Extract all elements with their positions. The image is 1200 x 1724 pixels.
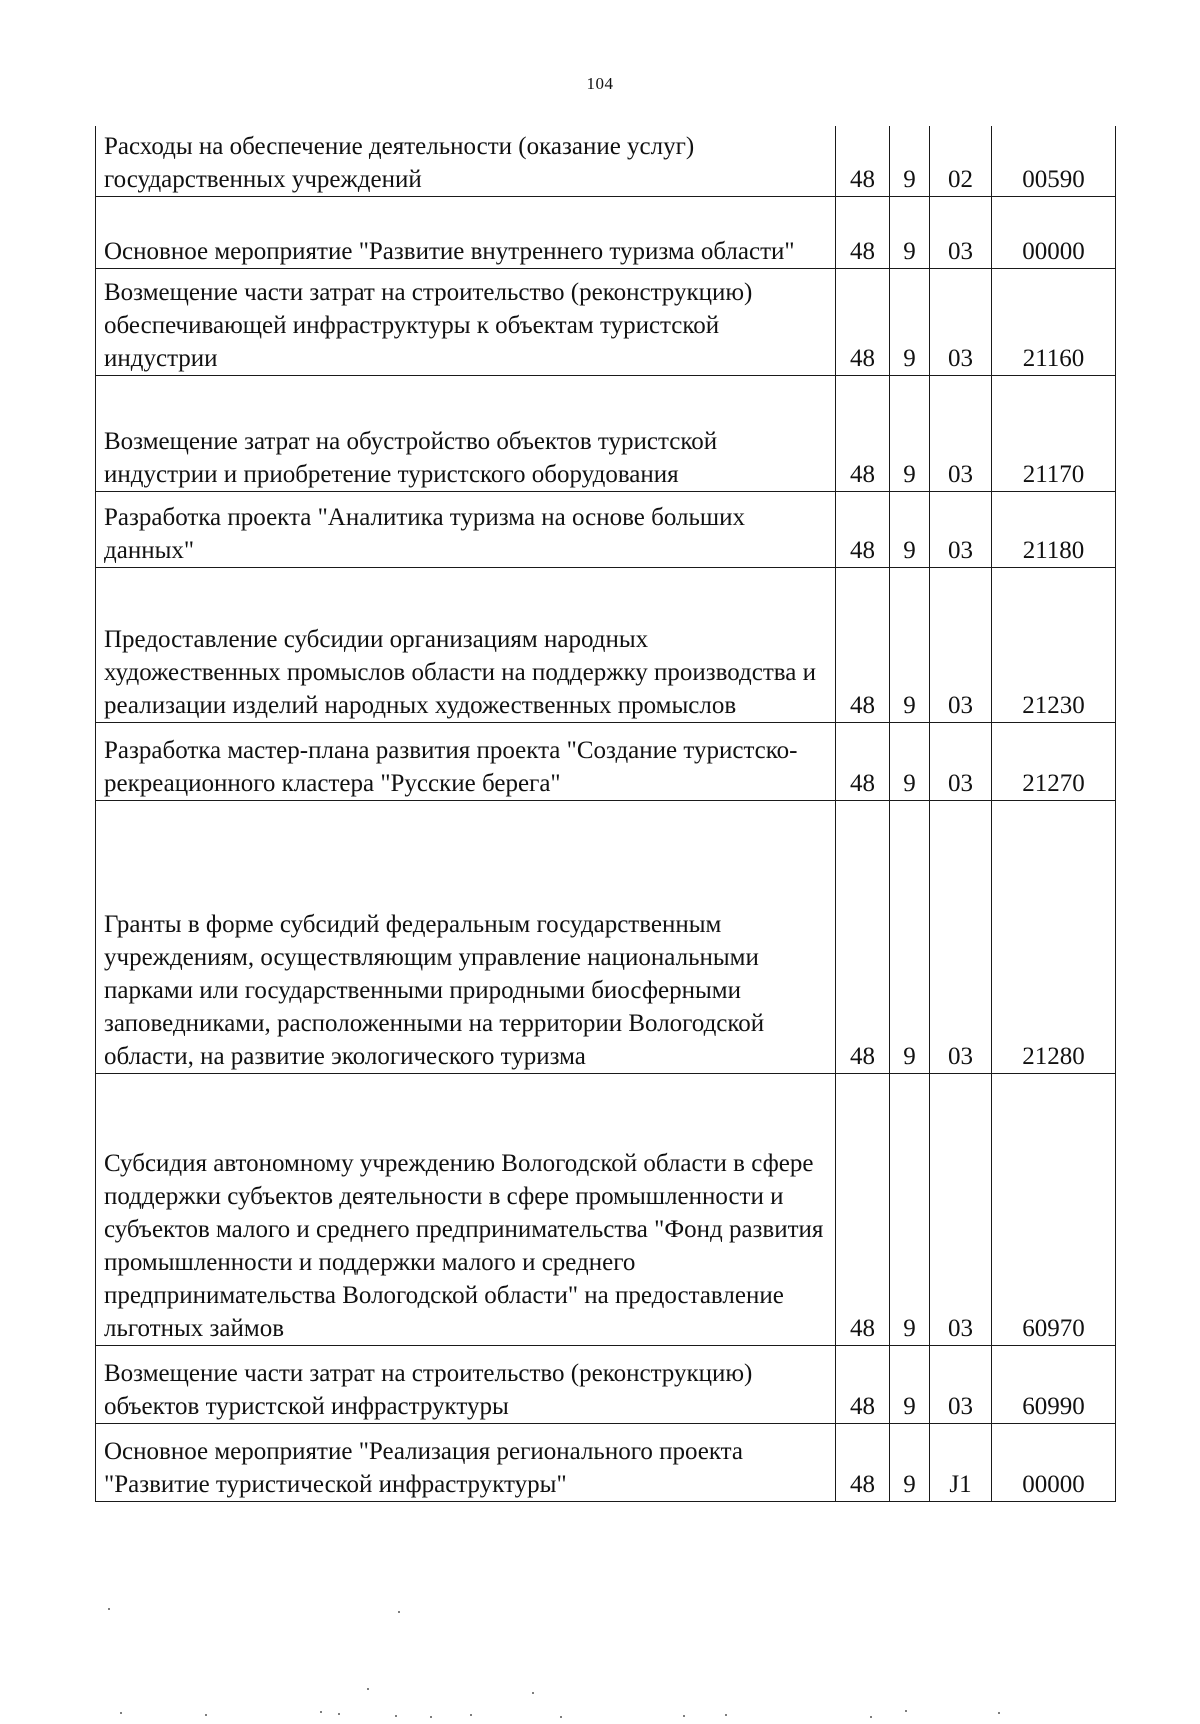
table-row: [96, 269, 1116, 376]
expense-name: Предоставление субсидии организациям народных художественных промыслов области на поддержку производства и реализации изделий народных художественных промыслов: [96, 568, 836, 723]
program-code: 9: [890, 1074, 930, 1346]
direction-code: 21270: [992, 723, 1116, 801]
table-row: [96, 197, 1116, 269]
budget-classification-table: [95, 126, 1116, 1502]
subprogram-code: 03: [930, 801, 992, 1074]
table-row: [96, 801, 1116, 1074]
ministry-code: 48: [836, 801, 890, 1074]
ministry-code: 48: [836, 1346, 890, 1424]
ministry-code: 48: [836, 1424, 890, 1502]
ministry-code: 48: [836, 269, 890, 376]
expense-name: Разработка проекта "Аналитика туризма на основе больших данных": [96, 492, 836, 568]
expense-name: Возмещение затрат на обустройство объектов туристской индустрии и приобретение туристского оборудования: [96, 376, 836, 492]
subprogram-code: 03: [930, 1074, 992, 1346]
table-row: [96, 1074, 1116, 1346]
ministry-code: 48: [836, 126, 890, 197]
subprogram-code: 03: [930, 723, 992, 801]
ministry-code: 48: [836, 376, 890, 492]
direction-code: 21180: [992, 492, 1116, 568]
expense-name: Субсидия автономному учреждению Вологодской области в сфере поддержки субъектов деятельности в сфере промышленности и субъектов малого и среднего предпринимательства "Фонд развития промышленности и поддержки малого и среднего предпринимательства Вологодской области" на предоставление льготных займов: [96, 1074, 836, 1346]
table-row: [96, 376, 1116, 492]
table-row: [96, 568, 1116, 723]
direction-code: 60970: [992, 1074, 1116, 1346]
subprogram-code: 03: [930, 492, 992, 568]
direction-code: 21230: [992, 568, 1116, 723]
page-number: 104: [586, 74, 614, 93]
subprogram-code: 03: [930, 568, 992, 723]
program-code: 9: [890, 269, 930, 376]
direction-code: 00000: [992, 197, 1116, 269]
direction-code: 00590: [992, 126, 1116, 197]
expense-name: Разработка мастер-плана развития проекта "Создание туристско-рекреационного кластера "Русские берега": [96, 723, 836, 801]
program-code: 9: [890, 376, 930, 492]
program-code: 9: [890, 1424, 930, 1502]
program-code: 9: [890, 723, 930, 801]
direction-code: 21280: [992, 801, 1116, 1074]
program-code: 9: [890, 126, 930, 197]
expense-name: Возмещение части затрат на строительство (реконструкцию) объектов туристской инфраструктуры: [96, 1346, 836, 1424]
program-code: 9: [890, 801, 930, 1074]
expense-name: Основное мероприятие "Развитие внутреннего туризма области": [96, 197, 836, 269]
ministry-code: 48: [836, 197, 890, 269]
expense-name: Возмещение части затрат на строительство (реконструкцию) обеспечивающей инфраструктуры к объектам туристской индустрии: [96, 269, 836, 376]
subprogram-code: 03: [930, 376, 992, 492]
program-code: 9: [890, 492, 930, 568]
ministry-code: 48: [836, 1074, 890, 1346]
subprogram-code: 03: [930, 269, 992, 376]
ministry-code: 48: [836, 492, 890, 568]
direction-code: 21170: [992, 376, 1116, 492]
expense-name: Гранты в форме субсидий федеральным государственным учреждениям, осуществляющим управление национальными парками или государственными природными биосферными заповедниками, расположенными на территории Вологодской области, на развитие экологического туризма: [96, 801, 836, 1074]
subprogram-code: J1: [930, 1424, 992, 1502]
direction-code: 21160: [992, 269, 1116, 376]
subprogram-code: 03: [930, 197, 992, 269]
subprogram-code: 02: [930, 126, 992, 197]
ministry-code: 48: [836, 723, 890, 801]
table-row: [96, 1424, 1116, 1502]
table-row: [96, 126, 1116, 197]
program-code: 9: [890, 1346, 930, 1424]
ministry-code: 48: [836, 568, 890, 723]
program-code: 9: [890, 197, 930, 269]
direction-code: 60990: [992, 1346, 1116, 1424]
table-row: [96, 1346, 1116, 1424]
table-row: [96, 492, 1116, 568]
direction-code: 00000: [992, 1424, 1116, 1502]
expense-name: Основное мероприятие "Реализация регионального проекта "Развитие туристической инфраструктуры": [96, 1424, 836, 1502]
table-row: [96, 723, 1116, 801]
expense-name: Расходы на обеспечение деятельности (оказание услуг) государственных учреждений: [96, 126, 836, 197]
subprogram-code: 03: [930, 1346, 992, 1424]
program-code: 9: [890, 568, 930, 723]
